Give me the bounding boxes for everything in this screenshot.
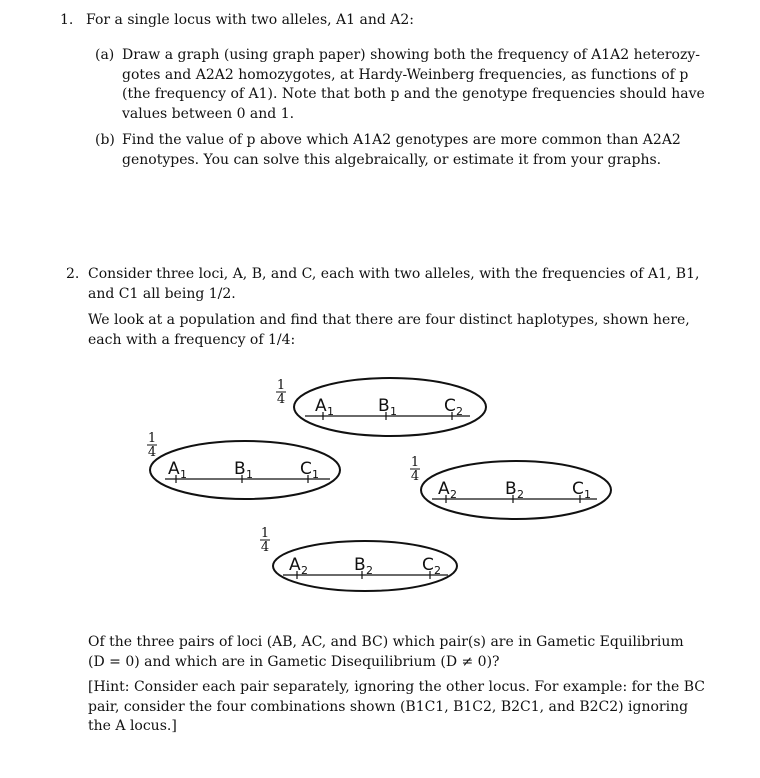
haplotype-frequency (410, 455, 420, 484)
allele-c1: C (300, 459, 312, 479)
allele-a1: A (168, 459, 180, 479)
q1a-line-1: Draw a graph (using graph paper) showing both the frequency of A1A2 heterozy- (122, 47, 700, 63)
allele-b1: B (234, 459, 246, 479)
haplotype-frequency (276, 378, 286, 407)
allele-subscript: 1 (246, 468, 253, 481)
allele-subscript: 2 (517, 488, 524, 501)
frequency-numerator: 1 (147, 431, 157, 446)
q2-line-3: We look at a population and find that there are four distinct haplotypes, shown here, (88, 312, 690, 328)
haplotype-4 (260, 526, 457, 591)
q1a-line-4: values between 0 and 1. (122, 105, 295, 122)
q2-line-4: each with a frequency of 1/4: (88, 331, 296, 348)
q2-question-line-1: Of the three pairs of loci (AB, AC, and BC) which pair(s) are in Gametic Equilibrium (88, 634, 684, 650)
haplotype-1 (276, 378, 486, 436)
allele-a2: A (289, 555, 301, 575)
q2-line-2: and C1 all being 1/2. (88, 285, 236, 302)
allele-subscript: 2 (366, 564, 373, 577)
allele-b2: B (354, 555, 366, 575)
allele-subscript: 1 (312, 468, 319, 481)
allele-c1: C (572, 479, 584, 499)
frequency-numerator: 1 (410, 455, 420, 470)
haplotype-2 (147, 431, 340, 499)
q2-hint-line-2: pair, consider the four combinations shown (B1C1, B1C2, B2C1, and B2C2) ignoring (88, 698, 689, 715)
frequency-denominator: 4 (276, 392, 286, 407)
q1b-line-2: genotypes. You can solve this algebraically, or estimate it from your graphs. (122, 151, 662, 168)
q1a-label: (a) (95, 47, 115, 63)
q2-line-1: Consider three loci, A, B, and C, each with two alleles, with the frequencies of A1, B1, (88, 266, 700, 282)
q2-hint (88, 678, 706, 737)
allele-c2: C (422, 555, 434, 575)
allele-b2: B (505, 479, 517, 499)
allele-a2: A (438, 479, 450, 499)
allele-b1: B (378, 396, 390, 416)
allele-subscript: 1 (390, 405, 397, 418)
frequency-denominator: 4 (147, 445, 157, 460)
allele-subscript: 1 (180, 468, 187, 481)
q2-hint-line-3: the A locus.] (88, 718, 177, 734)
frequency-denominator: 4 (260, 540, 270, 555)
q2-hint-line-1: [Hint: Consider each pair separately, ignoring the other locus. For example: for the BC (88, 679, 706, 695)
q1b-label: (b) (95, 132, 115, 148)
allele-a1: A (315, 396, 327, 416)
q1b-line-1: Find the value of p above which A1A2 genotypes are more common than A2A2 (122, 132, 681, 148)
haplotype-frequency (147, 431, 157, 460)
q1-number: 1. (60, 12, 74, 28)
haplotype-frequency (260, 526, 270, 555)
q2-question (88, 633, 684, 672)
allele-subscript: 2 (450, 488, 457, 501)
haplotype-3 (410, 455, 611, 519)
q2-number: 2. (66, 266, 80, 282)
allele-subscript: 2 (434, 564, 441, 577)
q2-question-line-2: (D = 0) and which are in Gametic Disequilibrium (D ≠ 0)? (88, 653, 500, 670)
allele-subscript: 2 (301, 564, 308, 577)
q1a-line-2: gotes and A2A2 homozygotes, at Hardy-Weinberg frequencies, as functions of p (122, 66, 689, 83)
q1a-line-3: (the frequency of A1). Note that both p and the genotype frequencies should have (122, 86, 705, 102)
q1-intro-line: For a single locus with two alleles, A1 and A2: (86, 12, 415, 28)
allele-subscript: 1 (584, 488, 591, 501)
frequency-numerator: 1 (260, 526, 270, 541)
allele-c2: C (444, 396, 456, 416)
frequency-numerator: 1 (276, 378, 286, 393)
frequency-denominator: 4 (410, 469, 420, 484)
allele-subscript: 1 (327, 405, 334, 418)
allele-subscript: 2 (456, 405, 463, 418)
